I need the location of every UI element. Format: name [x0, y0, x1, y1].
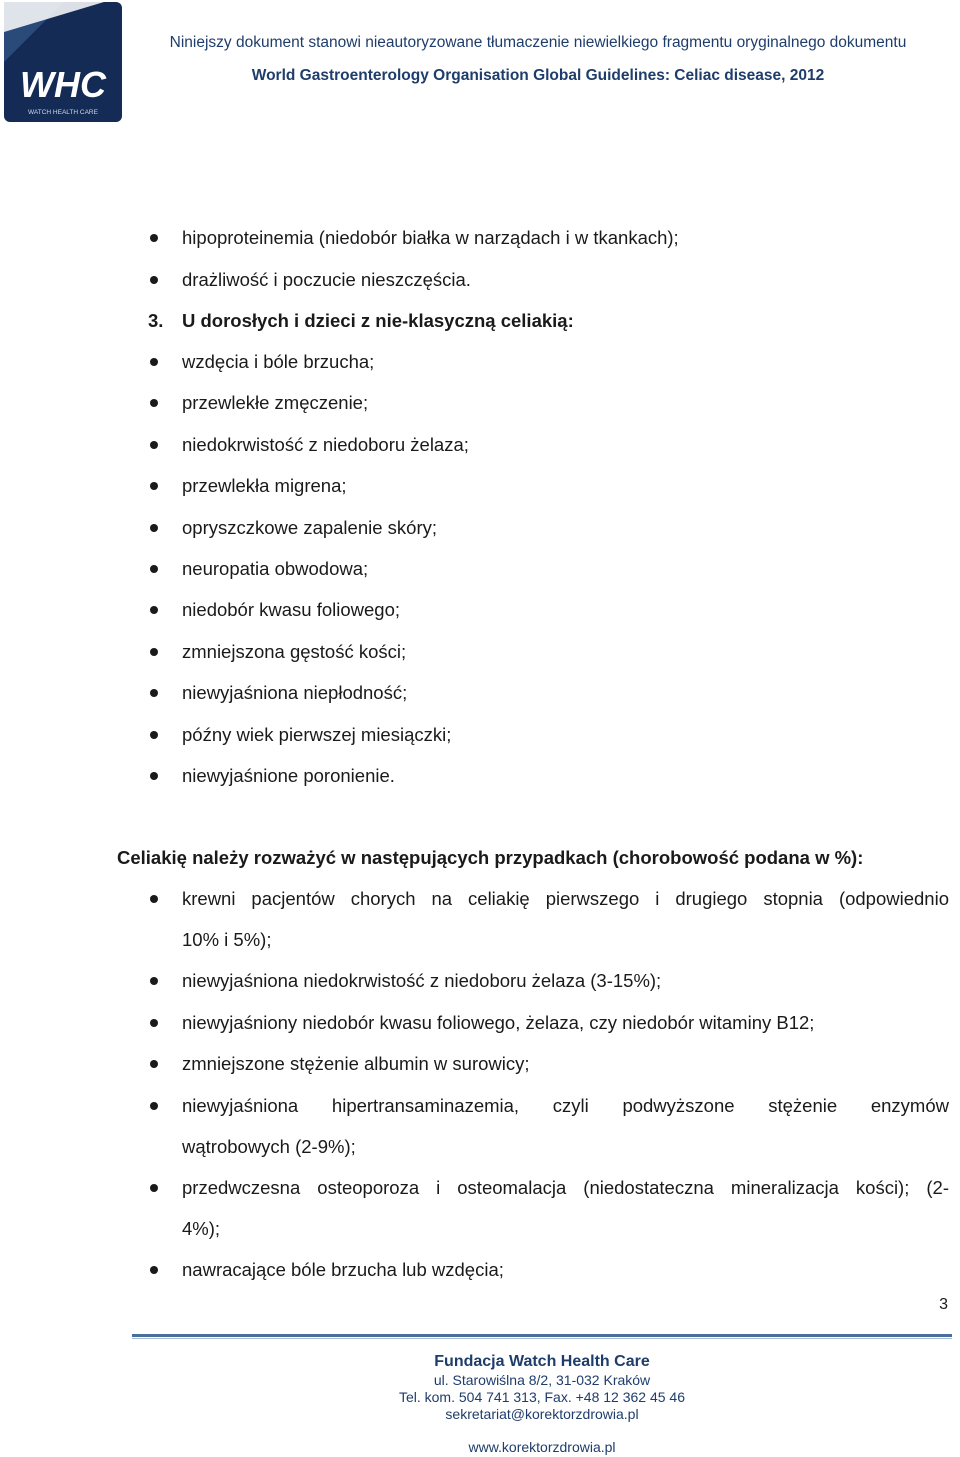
bullet-icon	[150, 606, 158, 614]
svg-text:WATCH HEALTH CARE: WATCH HEALTH CARE	[28, 109, 98, 116]
bullet-icon	[150, 358, 158, 366]
bullet-icon	[150, 1019, 158, 1027]
svg-text:WHC: WHC	[20, 64, 106, 105]
bullet-icon	[150, 234, 158, 242]
bullet-icon	[150, 441, 158, 449]
header-translation-note: Niniejszy dokument stanowi nieautoryzowane tłumaczenie niewielkiego fragmentu oryginalnego dokumentu	[169, 34, 907, 51]
list-item-continuation: 4%);	[182, 1218, 221, 1239]
list-item: niewyjaśniona niepłodność;	[182, 682, 408, 703]
list-item-line: niewyjaśniona hipertransaminazemia, czyli podwyższone stężenie enzymów	[182, 1095, 949, 1116]
bullet-icon	[150, 1102, 158, 1110]
bullet-icon	[150, 731, 158, 739]
list-item	[182, 888, 949, 951]
list-item: przewlekłe zmęczenie;	[182, 392, 369, 413]
bullet-icon	[150, 977, 158, 985]
footer-website[interactable]: www.korektorzdrowia.pl	[468, 1439, 616, 1455]
list-item: drażliwość i poczucie nieszczęścia.	[182, 269, 471, 290]
list-item-line: krewni pacjentów chorych na celiakię pierwszego i drugiego stopnia (odpowiednio	[182, 888, 949, 909]
list-item: niedobór kwasu foliowego;	[182, 599, 401, 620]
bullet-icon	[150, 1266, 158, 1274]
bullet-icon	[150, 482, 158, 490]
list-item: niewyjaśnione poronienie.	[182, 765, 395, 786]
whc-logo	[4, 2, 122, 122]
footer-email[interactable]: sekretariat@korektorzdrowia.pl	[445, 1406, 639, 1422]
bullet-icon	[150, 1060, 158, 1068]
list-item: neuropatia obwodowa;	[182, 558, 369, 579]
list-item	[182, 1177, 949, 1240]
list-item-continuation: 10% i 5%);	[182, 929, 272, 950]
bullet-icon	[150, 524, 158, 532]
list-item: opryszczkowe zapalenie skóry;	[182, 517, 437, 538]
list-item: zmniejszone stężenie albumin w surowicy;	[182, 1053, 530, 1074]
footer-address: ul. Starowiślna 8/2, 31-032 Kraków	[433, 1372, 651, 1388]
footer-phone: Tel. kom. 504 741 313, Fax. +48 12 362 45 46	[398, 1389, 686, 1405]
bullet-icon	[150, 895, 158, 903]
header-source-title: World Gastroenterology Organisation Global Guidelines: Celiac disease, 2012	[251, 67, 825, 84]
list-item: hipoproteinemia (niedobór białka w narządach i w tkankach);	[182, 227, 679, 248]
bullet-icon	[150, 1184, 158, 1192]
page-number: 3	[939, 1296, 948, 1313]
list-item	[182, 1095, 949, 1158]
bullet-icon	[150, 689, 158, 697]
list-item: niedokrwistość z niedoboru żelaza;	[182, 434, 469, 455]
footer-divider-thin	[132, 1338, 952, 1339]
bullet-icon	[150, 565, 158, 573]
footer-divider	[132, 1334, 952, 1337]
section-title: U dorosłych i dzieci z nie-klasyczną celiakią:	[182, 310, 574, 331]
list-item: wzdęcia i bóle brzucha;	[182, 351, 375, 372]
section-number: 3.	[148, 310, 164, 331]
consider-heading: Celiakię należy rozważyć w następujących przypadkach (chorobowość podana w %):	[117, 847, 864, 868]
list-item: niewyjaśniona niedokrwistość z niedoboru żelaza (3-15%);	[182, 970, 662, 991]
list-item-line: przedwczesna osteoporoza i osteomalacja (niedostateczna mineralizacja kości); (2-	[182, 1177, 949, 1198]
list-item: nawracające bóle brzucha lub wzdęcia;	[182, 1259, 504, 1280]
bullet-icon	[150, 399, 158, 407]
list-item: niewyjaśniony niedobór kwasu foliowego, żelaza, czy niedobór witaminy B12;	[182, 1012, 815, 1033]
bullet-icon	[150, 648, 158, 656]
list-item-continuation: wątrobowych (2-9%);	[182, 1136, 356, 1157]
footer-org-name: Fundacja Watch Health Care	[434, 1353, 650, 1370]
list-item: późny wiek pierwszej miesiączki;	[182, 724, 452, 745]
bullet-icon	[150, 772, 158, 780]
list-item: zmniejszona gęstość kości;	[182, 641, 407, 662]
bullet-icon	[150, 276, 158, 284]
list-item: przewlekła migrena;	[182, 475, 347, 496]
